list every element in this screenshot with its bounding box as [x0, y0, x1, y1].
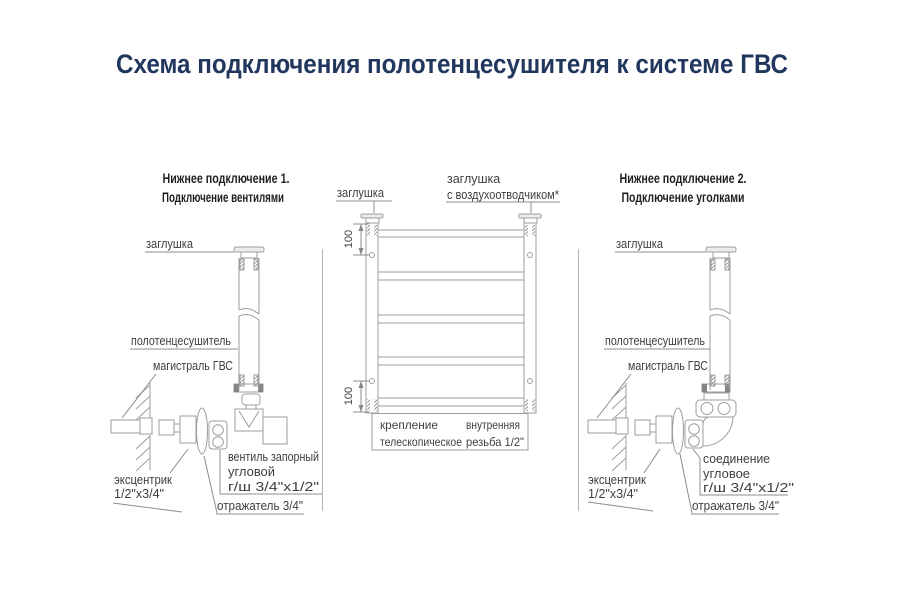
right-union-label-line2: угловое: [703, 467, 751, 481]
right-rail-label: полотенцесушитель: [605, 334, 705, 348]
rail-cap-right: [519, 214, 541, 223]
middle-cap-label: заглушка: [337, 186, 385, 200]
page-title: Схема подключения полотенцесушителя к системе ГВС: [116, 49, 788, 79]
supply-pipe: [588, 420, 618, 433]
angle-union-elbow: [685, 384, 736, 448]
left-eccentric-label-line2: 1/2"х3/4": [114, 487, 164, 501]
dimension-top: [343, 224, 369, 255]
left-valve-label-line3: г/ш 3/4"х1/2": [228, 480, 319, 494]
left-reflector-label: отражатель 3/4": [217, 499, 303, 513]
right-eccentric-label-line1: эксцентрик: [588, 473, 647, 487]
eccentric-fitting: [159, 416, 196, 443]
dimension-top-value: 100: [343, 229, 355, 249]
left-valve-label-line2: угловой: [228, 465, 276, 479]
pipe-collar: [616, 418, 628, 434]
left-rail-label: полотенцесушитель: [131, 334, 231, 348]
mount-label-line1: крепление: [380, 418, 439, 432]
right-union-label-line1: соединение: [703, 452, 771, 466]
supply-pipe: [111, 420, 142, 433]
middle-airvent-label-line1: заглушка: [447, 172, 501, 186]
cap-plug: [234, 247, 264, 258]
rail-rungs: [378, 230, 524, 406]
riser-pipe: [710, 258, 730, 390]
right-header-line2: Подключение уголками: [621, 190, 745, 205]
valve-knob: [242, 394, 260, 405]
left-section: [111, 171, 322, 514]
right-main-label: магистраль ГВС: [628, 359, 708, 373]
pipe-collar: [140, 418, 152, 434]
right-reflector-label: отражатель 3/4": [692, 499, 779, 513]
dimension-bottom: [343, 381, 369, 412]
right-cap-label: заглушка: [616, 237, 664, 251]
left-valve-label-line1: вентиль запорный: [228, 450, 320, 464]
cap-plug: [706, 247, 736, 258]
rail-post-right: [524, 223, 536, 413]
left-eccentric-label-line1: эксцентрик: [114, 473, 173, 487]
thread-label-line1: внутренняя: [466, 418, 520, 432]
mount-label-line2: телескопическое: [380, 435, 463, 449]
right-eccentric-label-line2: 1/2"х3/4": [588, 487, 638, 501]
middle-airvent-label-line2: с воздухоотводчиком*: [447, 188, 560, 202]
rail-cap-left: [361, 214, 383, 223]
eccentric-fitting: [635, 416, 672, 443]
right-header-line1: Нижнее подключение 2.: [619, 171, 747, 186]
right-union-label-line3: г/ш 3/4"х1/2": [703, 481, 794, 495]
thread-label-line2: резьба 1/2": [466, 435, 524, 449]
middle-section: [336, 172, 560, 450]
left-header-line2: Подключение вентилями: [162, 190, 284, 205]
reflector-rosette: [197, 408, 208, 454]
reflector-rosette: [673, 408, 684, 454]
riser-pipe: [239, 258, 259, 390]
left-header-line1: Нижнее подключение 1.: [162, 171, 290, 186]
left-cap-label: заглушка: [146, 237, 194, 251]
right-section: [588, 171, 794, 514]
rail-post-left: [366, 223, 378, 413]
left-main-label: магистраль ГВС: [153, 359, 233, 373]
angle-valve: [209, 384, 287, 449]
dimension-bottom-value: 100: [343, 386, 355, 406]
